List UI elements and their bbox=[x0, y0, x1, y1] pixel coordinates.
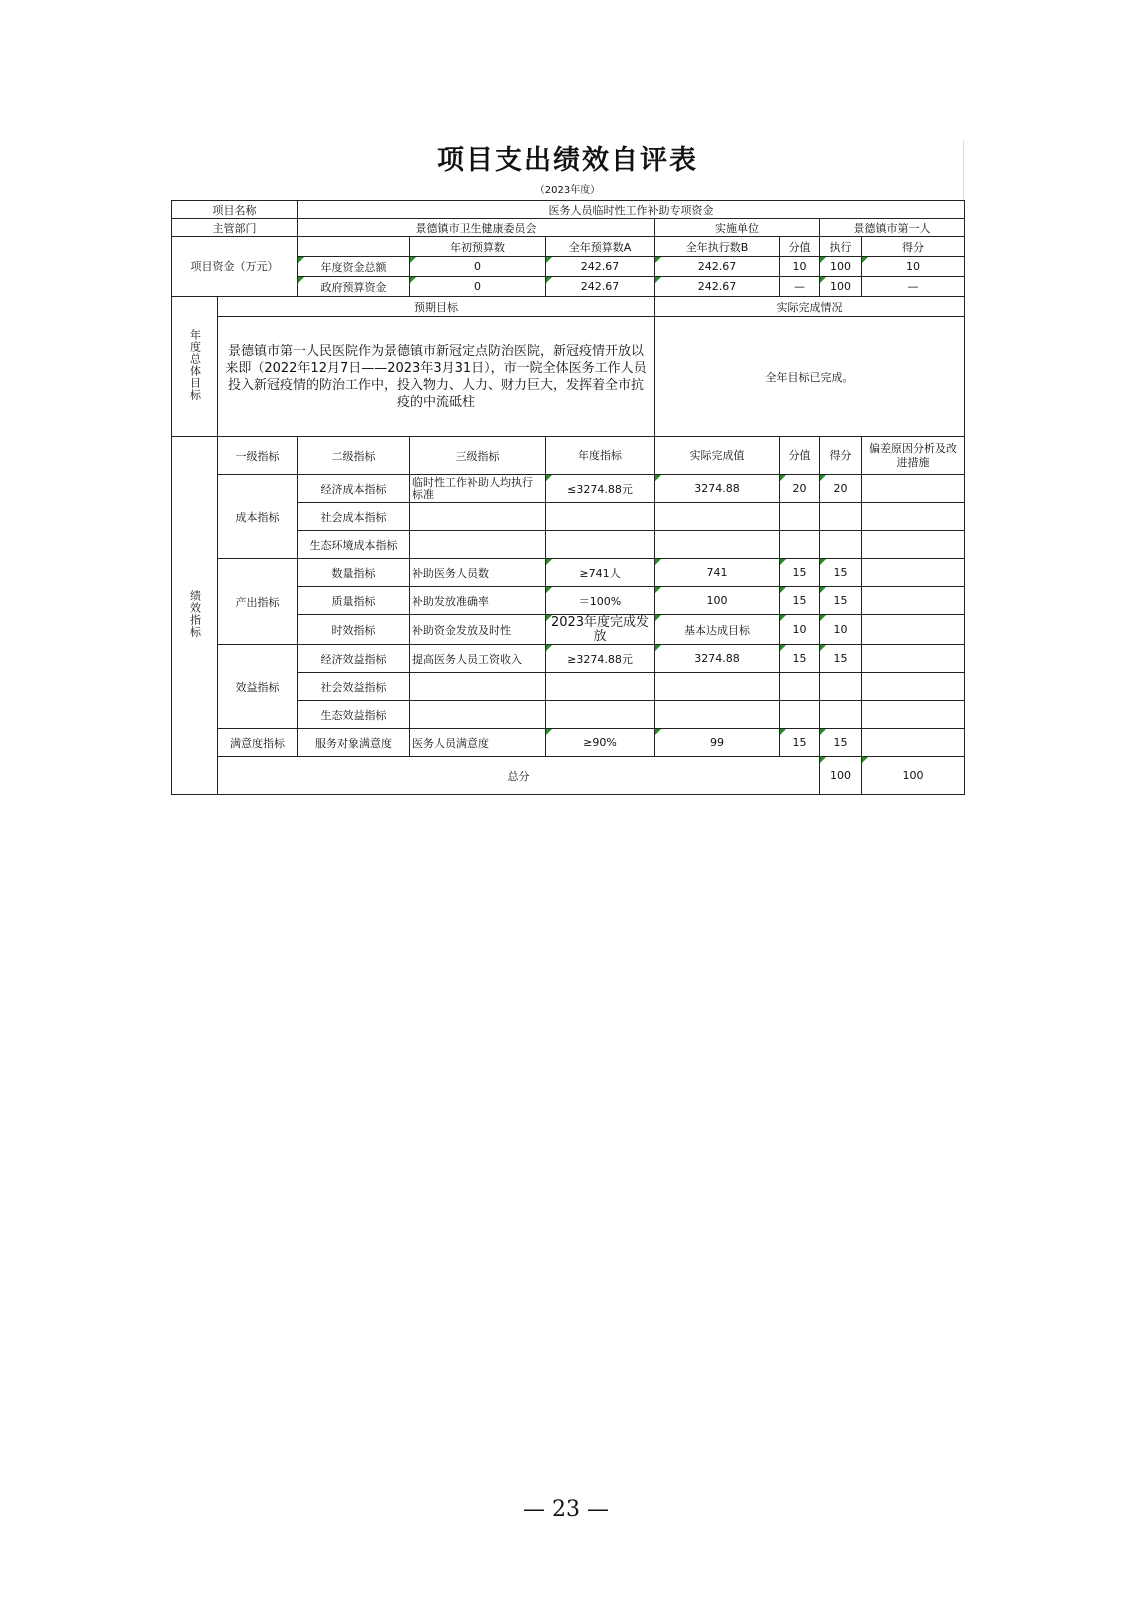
perf-header-score-value: 分值 bbox=[780, 437, 820, 475]
level2: 社会效益指标 bbox=[298, 673, 410, 701]
level3 bbox=[410, 673, 546, 701]
perf-header-score: 得分 bbox=[820, 437, 862, 475]
funds-initial: 0 bbox=[410, 277, 546, 297]
score: 15 bbox=[820, 587, 862, 615]
perf-label: 绩效指标 bbox=[172, 437, 218, 795]
deviation bbox=[862, 503, 965, 531]
target: ≥3274.88元 bbox=[546, 645, 655, 673]
deviation bbox=[862, 587, 965, 615]
actual: 741 bbox=[655, 559, 780, 587]
sheet-edge bbox=[963, 140, 964, 200]
level2: 社会成本指标 bbox=[298, 503, 410, 531]
deviation bbox=[862, 673, 965, 701]
score bbox=[820, 673, 862, 701]
level2: 质量指标 bbox=[298, 587, 410, 615]
total-label: 总分 bbox=[218, 757, 820, 795]
project-name: 医务人员临时性工作补助专项资金 bbox=[298, 201, 965, 219]
deviation bbox=[862, 729, 965, 757]
perf-header-level2: 二级指标 bbox=[298, 437, 410, 475]
deviation bbox=[862, 701, 965, 729]
perf-header-deviation: 偏差原因分析及改进措施 bbox=[862, 437, 965, 475]
perf-header-target: 年度指标 bbox=[546, 437, 655, 475]
funds-score-value: — bbox=[780, 277, 820, 297]
funds-row-name: 政府预算资金 bbox=[298, 277, 410, 297]
level2: 经济效益指标 bbox=[298, 645, 410, 673]
expected-label: 预期目标 bbox=[218, 297, 655, 317]
level2: 数量指标 bbox=[298, 559, 410, 587]
score: 15 bbox=[820, 645, 862, 673]
form-year: （2023年度） bbox=[534, 185, 601, 196]
row-project-name bbox=[172, 201, 965, 219]
funds-score: 10 bbox=[862, 257, 965, 277]
table-row bbox=[172, 645, 965, 673]
table-row bbox=[172, 559, 965, 587]
funds-header-exec: 全年执行数B bbox=[655, 237, 780, 257]
target bbox=[546, 503, 655, 531]
score-value bbox=[780, 531, 820, 559]
actual bbox=[655, 701, 780, 729]
funds-rate: 100 bbox=[820, 257, 862, 277]
level1-output: 产出指标 bbox=[218, 559, 298, 645]
row-perf-header bbox=[172, 437, 965, 475]
score bbox=[820, 503, 862, 531]
level2: 生态效益指标 bbox=[298, 701, 410, 729]
form-title: 项目支出绩效自评表 bbox=[437, 145, 698, 176]
target bbox=[546, 531, 655, 559]
target: ≥741人 bbox=[546, 559, 655, 587]
level1-satisfaction: 满意度指标 bbox=[218, 729, 298, 757]
funds-score: — bbox=[862, 277, 965, 297]
score-value: 15 bbox=[780, 729, 820, 757]
project-name-label: 项目名称 bbox=[172, 201, 298, 219]
funds-label: 项目资金（万元） bbox=[172, 237, 298, 297]
actual bbox=[655, 503, 780, 531]
score bbox=[820, 701, 862, 729]
score: 15 bbox=[820, 729, 862, 757]
target: ≤3274.88元 bbox=[546, 475, 655, 503]
table-row bbox=[172, 475, 965, 503]
score: 20 bbox=[820, 475, 862, 503]
actual: 99 bbox=[655, 729, 780, 757]
funds-annual: 242.67 bbox=[546, 277, 655, 297]
target bbox=[546, 673, 655, 701]
level3 bbox=[410, 503, 546, 531]
target: ＝100% bbox=[546, 587, 655, 615]
actual-label: 实际完成情况 bbox=[655, 297, 965, 317]
deviation bbox=[862, 475, 965, 503]
funds-exec: 242.67 bbox=[655, 277, 780, 297]
table-row bbox=[172, 729, 965, 757]
impl-value: 景德镇市第一人 bbox=[820, 219, 965, 237]
level2: 经济成本指标 bbox=[298, 475, 410, 503]
score: 15 bbox=[820, 559, 862, 587]
row-goal-header bbox=[172, 297, 965, 317]
perf-header-actual: 实际完成值 bbox=[655, 437, 780, 475]
score-value bbox=[780, 701, 820, 729]
level3 bbox=[410, 531, 546, 559]
dept-label: 主管部门 bbox=[172, 219, 298, 237]
row-total bbox=[172, 757, 965, 795]
score-value: 15 bbox=[780, 645, 820, 673]
target: ≥90% bbox=[546, 729, 655, 757]
deviation bbox=[862, 645, 965, 673]
goal-label: 年度总体目标 bbox=[172, 297, 218, 437]
level2: 时效指标 bbox=[298, 615, 410, 645]
level2: 生态环境成本指标 bbox=[298, 531, 410, 559]
row-department bbox=[172, 219, 965, 237]
funds-header-initial: 年初预算数 bbox=[410, 237, 546, 257]
actual: 100 bbox=[655, 587, 780, 615]
actual bbox=[655, 531, 780, 559]
total-score: 100 bbox=[862, 757, 965, 795]
score-value bbox=[780, 673, 820, 701]
funds-row-name: 年度资金总额 bbox=[298, 257, 410, 277]
perf-header-level3: 三级指标 bbox=[410, 437, 546, 475]
row-goal-content bbox=[172, 317, 965, 437]
actual bbox=[655, 673, 780, 701]
score-value: 15 bbox=[780, 559, 820, 587]
funds-exec: 242.67 bbox=[655, 257, 780, 277]
deviation bbox=[862, 615, 965, 645]
level1-benefit: 效益指标 bbox=[218, 645, 298, 729]
score-value: 20 bbox=[780, 475, 820, 503]
score: 10 bbox=[820, 615, 862, 645]
dept-value: 景德镇市卫生健康委员会 bbox=[298, 219, 655, 237]
level3: 补助发放准确率 bbox=[410, 587, 546, 615]
level3: 补助资金发放及时性 bbox=[410, 615, 546, 645]
score-value: 15 bbox=[780, 587, 820, 615]
funds-initial: 0 bbox=[410, 257, 546, 277]
total-score-value: 100 bbox=[820, 757, 862, 795]
deviation bbox=[862, 559, 965, 587]
level3 bbox=[410, 701, 546, 729]
expected-goal: 景德镇市第一人民医院作为景德镇市新冠定点防治医院，新冠疫情开放以来即（2022年12月7日——2023年3月31日），市一院全体医务工作人员投入新冠疫情的防治工作中，投入物力、人力、财力巨大，发挥着全市抗疫的中流砥柱 bbox=[218, 317, 655, 437]
actual-goal: 全年目标已完成。 bbox=[655, 317, 965, 437]
funds-header-rate: 执行 bbox=[820, 237, 862, 257]
perf-header-level1: 一级指标 bbox=[218, 437, 298, 475]
funds-annual: 242.67 bbox=[546, 257, 655, 277]
target bbox=[546, 701, 655, 729]
funds-header-blank bbox=[298, 237, 410, 257]
score-value bbox=[780, 503, 820, 531]
level1-cost: 成本指标 bbox=[218, 475, 298, 559]
impl-label: 实施单位 bbox=[655, 219, 820, 237]
level3: 提高医务人员工资收入 bbox=[410, 645, 546, 673]
score-value: 10 bbox=[780, 615, 820, 645]
funds-rate: 100 bbox=[820, 277, 862, 297]
funds-header-score-value: 分值 bbox=[780, 237, 820, 257]
page-number: — 23 — bbox=[523, 1497, 609, 1522]
actual: 基本达成目标 bbox=[655, 615, 780, 645]
deviation bbox=[862, 531, 965, 559]
funds-header-score: 得分 bbox=[862, 237, 965, 257]
actual: 3274.88 bbox=[655, 645, 780, 673]
level3: 医务人员满意度 bbox=[410, 729, 546, 757]
level3: 补助医务人员数 bbox=[410, 559, 546, 587]
funds-score-value: 10 bbox=[780, 257, 820, 277]
self-evaluation-table bbox=[171, 200, 965, 795]
actual: 3274.88 bbox=[655, 475, 780, 503]
target: 2023年度完成发放 bbox=[546, 615, 655, 645]
score bbox=[820, 531, 862, 559]
funds-header-annual: 全年预算数A bbox=[546, 237, 655, 257]
level3: 临时性工作补助人均执行标准 bbox=[410, 475, 546, 503]
row-funds-header bbox=[172, 237, 965, 257]
level2: 服务对象满意度 bbox=[298, 729, 410, 757]
